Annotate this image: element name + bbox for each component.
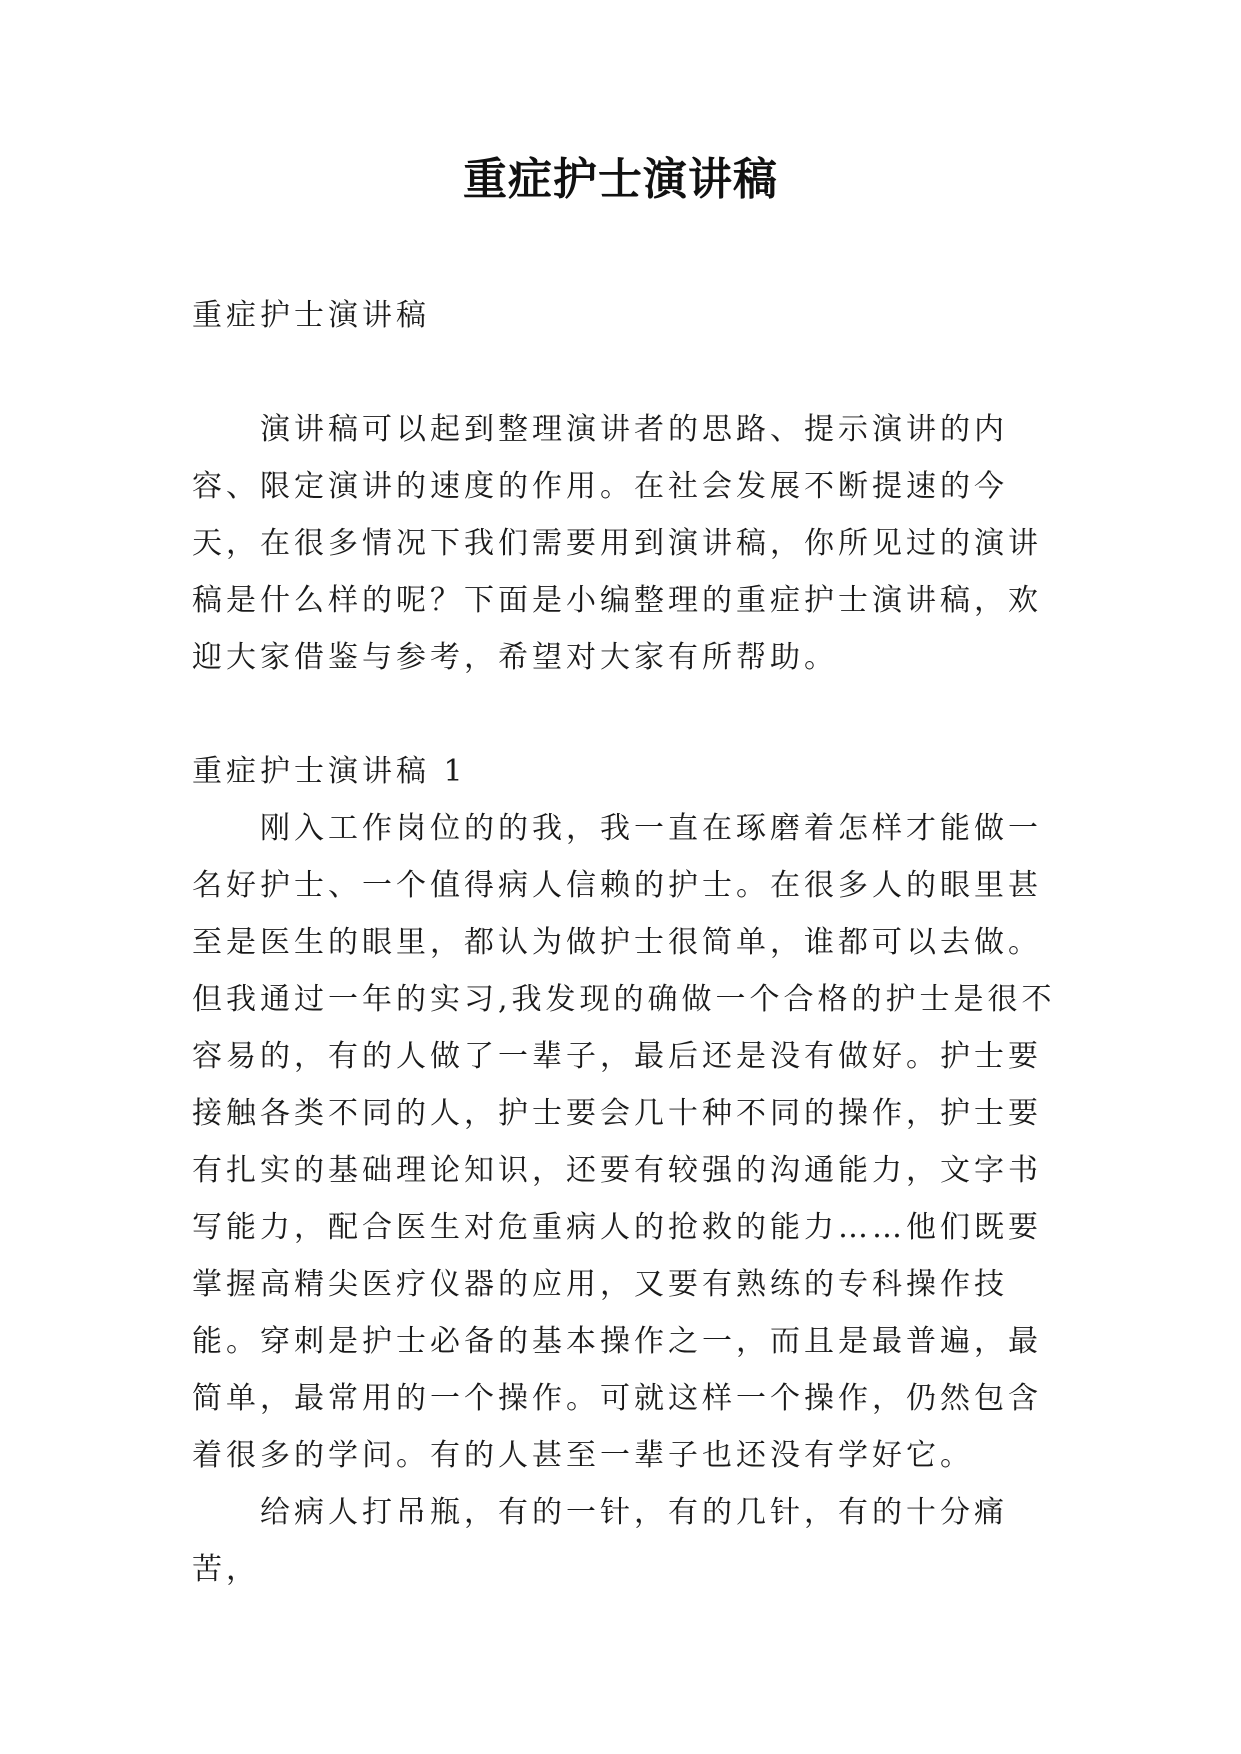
body-paragraph: 刚入工作岗位的的我，我一直在琢磨着怎样才能做一名好护士、一个值得病人信赖的护士。在很多人的眼里甚至是医生的眼里，都认为做护士很简单，谁都可以去做。但我通过一年的实习,我发现的确做一个合格的护士是很不容易的，有的人做了一辈子，最后还是没有做好。护士要接触各类不同的人，护士要会几十种不同的操作，护士要有扎实的基础理论知识，还要有较强的沟通能力，文字书写能力，配合医生对危重病人的抢救的能力……他们既要掌握高精尖医疗仪器的应用，又要有熟练的专科操作技能。穿刺是护士必备的基本操作之一，而且是最普遍，最简单，最常用的一个操作。可就这样一个操作，仍然包含着很多的学问。有的人甚至一辈子也还没有学好它。 [192, 811, 1056, 1473]
document-title: 重症护士演讲稿 [463, 154, 778, 205]
section-heading: 重症护士演讲稿 1 [192, 754, 467, 789]
body-paragraph: 给病人打吊瓶，有的一针，有的几针，有的十分痛苦， [192, 1495, 1008, 1587]
intro-paragraph: 演讲稿可以起到整理演讲者的思路、提示演讲的内容、限定演讲的速度的作用。在社会发展不断提速的今天，在很多情况下我们需要用到演讲稿，你所见过的演讲稿是什么样的呢？下面是小编整理的重症护士演讲稿，欢迎大家借鉴与参考，希望对大家有所帮助。 [192, 412, 1042, 675]
document-subtitle: 重症护士演讲稿 [192, 298, 430, 333]
document-body [192, 287, 1072, 1598]
